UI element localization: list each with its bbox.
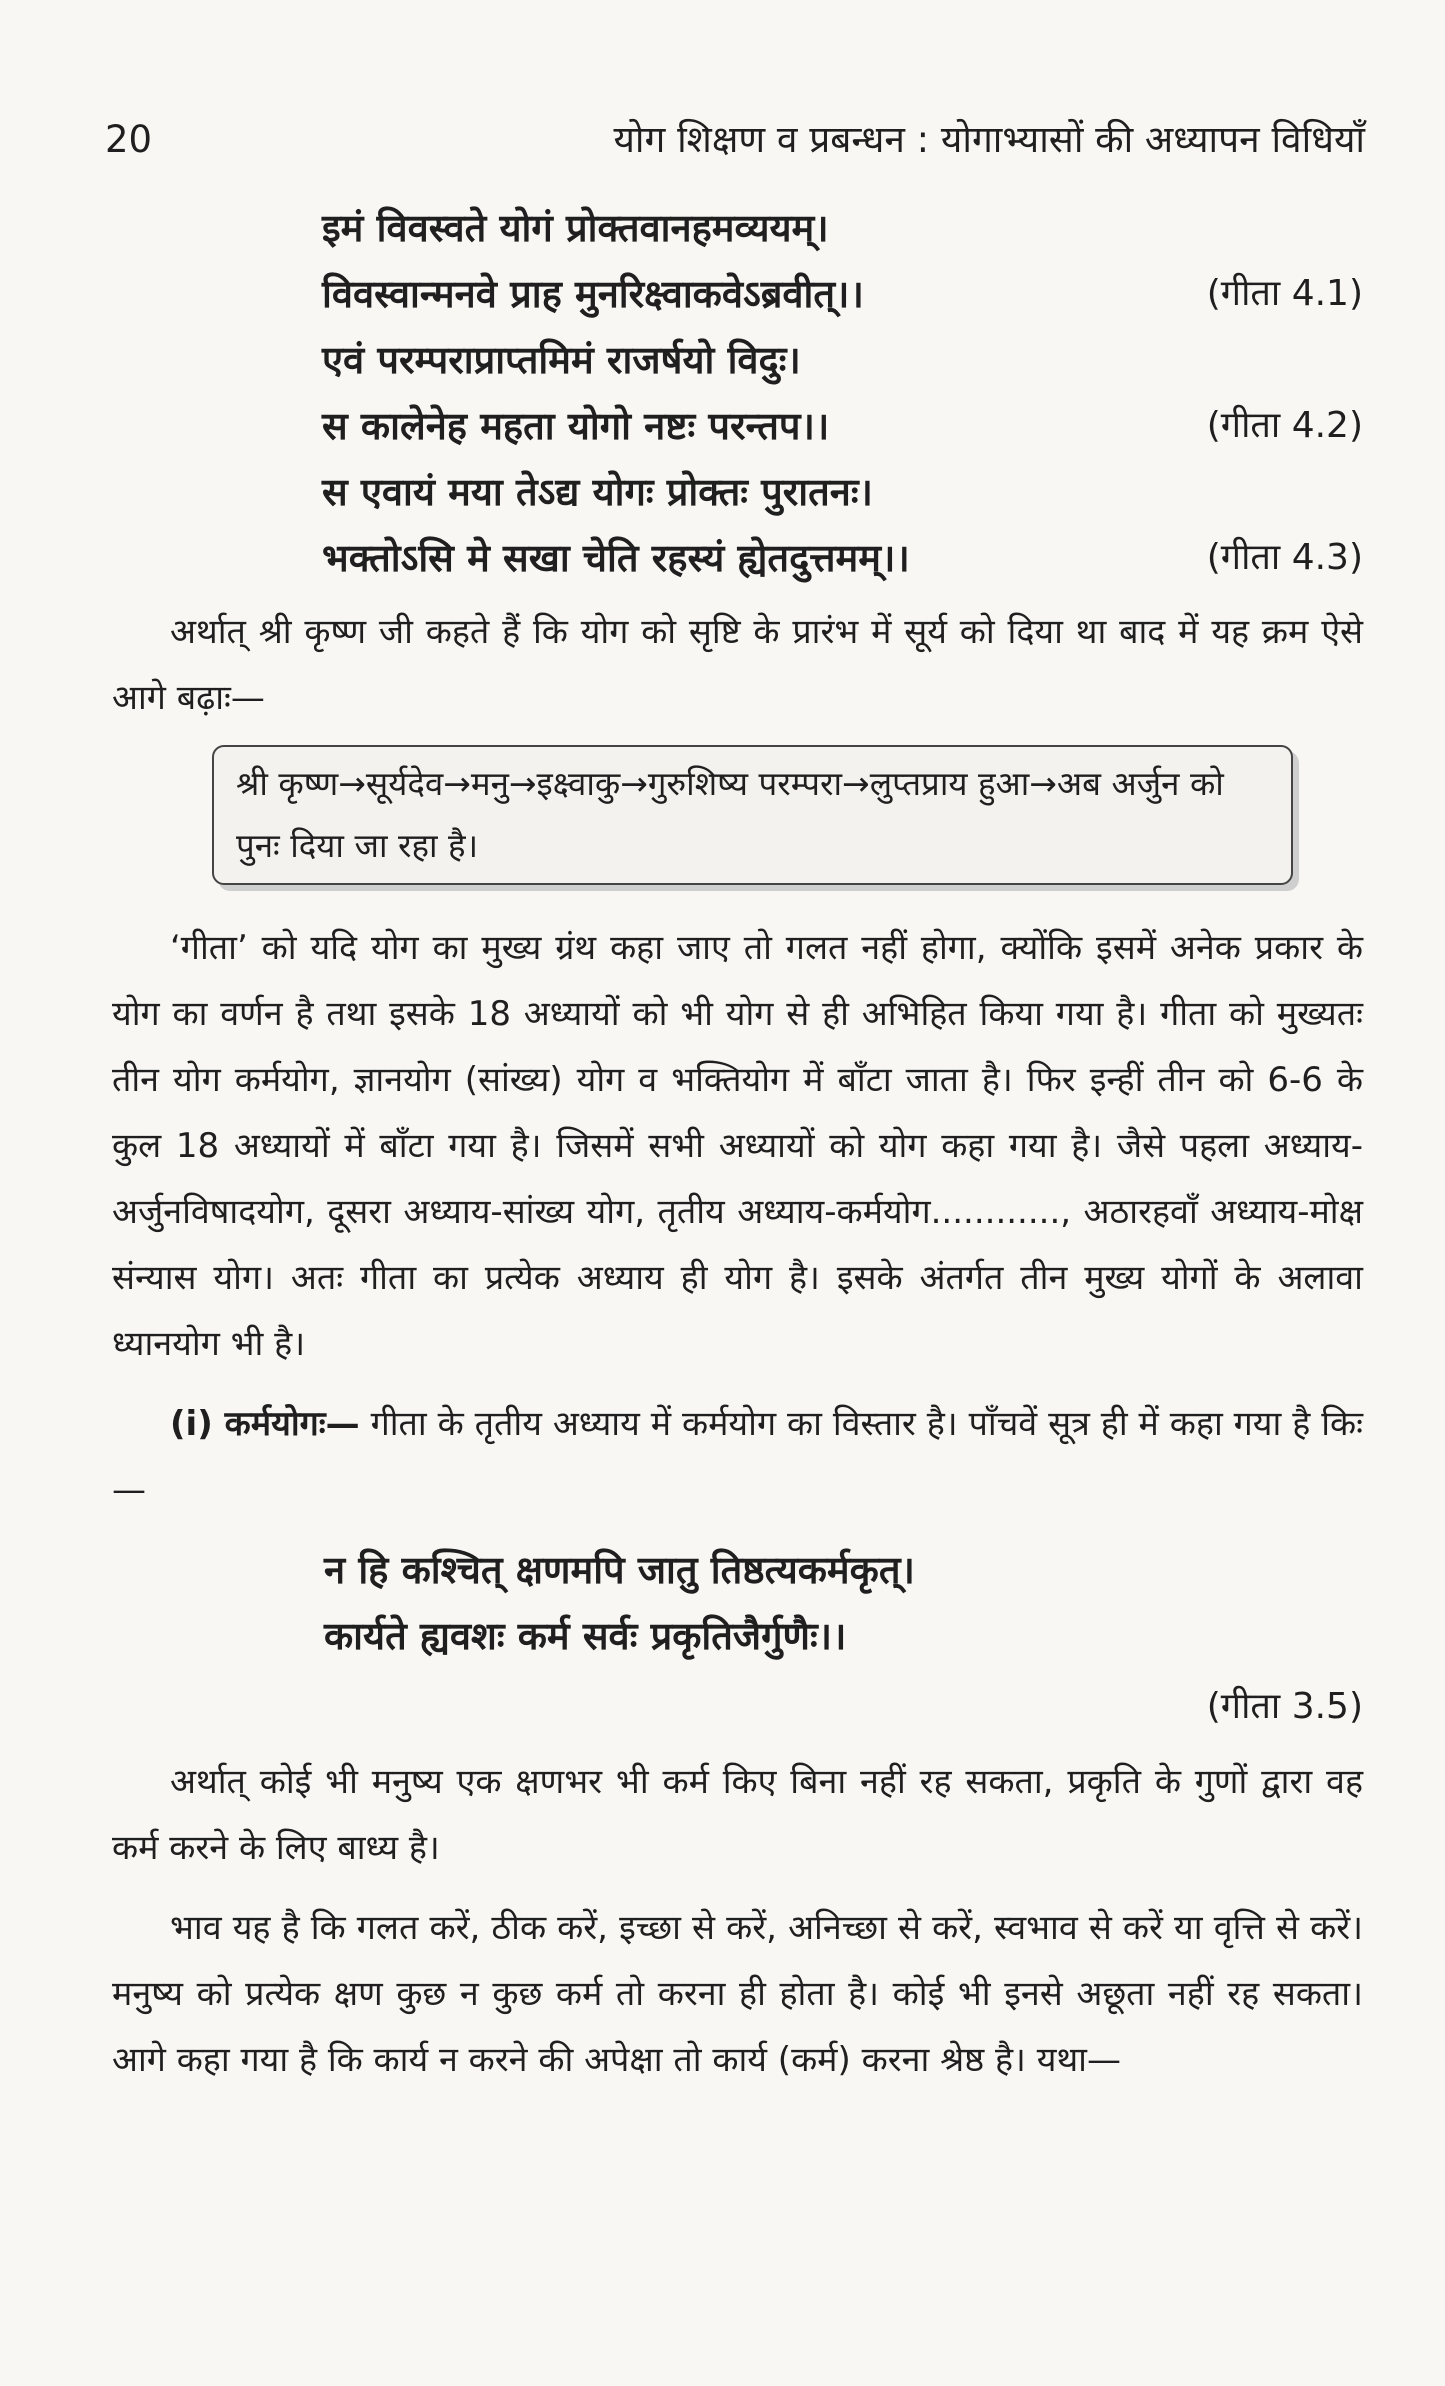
verse-line: भक्तोऽसि मे सखा चेति रहस्यं ह्येतदुत्तमम्।। (गीता 4.3) [112,525,1363,591]
paragraph-meaning: अर्थात् श्री कृष्ण जी कहते हैं कि योग को सृष्टि के प्रारंभ में सूर्य को दिया था बाद में यह क्रम ऐसे आगे बढ़ाः— [112,612,1363,718]
verse-line: स कालेनेह महता योगो नष्टः परन्तप।। (गीता 4.2) [112,393,1363,459]
page-number: 20 [105,118,153,161]
paragraph-meaning-3-5: अर्थात् कोई भी मनुष्य एक क्षणभर भी कर्म किए बिना नहीं रह सकता, प्रकृति के गुणों द्वारा वह कर्म करने के लिए बाध्य है। [112,1762,1363,1868]
verse-block-gita-3 [112,1537,1363,1669]
page-header [105,112,1365,163]
verse-line: न हि कश्चित् क्षणमपि जातु तिष्ठत्यकर्मकृत्। [324,1548,915,1592]
verse-reference: (गीता 4.1) [1206,273,1363,314]
verse-line: स एवायं मया तेऽद्य योगः प्रोक्तः पुरातनः। [322,470,873,514]
verse-line: कार्यते ह्यवशः कर्म सर्वः प्रकृतिजैर्गुणैः।। [324,1614,847,1658]
verse-reference: (गीता 4.3) [1206,537,1363,578]
verse-line: इमं विवस्वते योगं प्रोक्तवानहमव्ययम्। [322,206,829,250]
page-content [112,195,1363,2107]
paragraph-bhav: भाव यह है कि गलत करें, ठीक करें, इच्छा से करें, अनिच्छा से करें, स्वभाव से करें या वृत्ति से करें। मनुष्य को प्रत्येक क्षण कुछ न कुछ कर्म तो करना ही होता है। कोई भी इनसे अछूता नहीं रह सकता। आगे कहा गया है कि कार्य न करने की अपेक्षा तो कार्य (कर्म) करना श्रेष्ठ है। यथा— [112,1908,1363,2080]
verse-reference: (गीता 3.5) [1206,1686,1363,1727]
section-label-karmayoga: (i) कर्मयोगः— [170,1404,360,1444]
running-title: योग शिक्षण व प्रबन्धन : योगाभ्यासों की अध्यापन विधियाँ [613,118,1365,161]
verse-line: विवस्वान्मनवे प्राह मुनरिक्ष्वाकवेऽब्रवीत्।। (गीता 4.1) [112,261,1363,327]
paragraph-gita-yoga: ‘गीता’ को यदि योग का मुख्य ग्रंथ कहा जाए तो गलत नहीं होगा, क्योंकि इसमें अनेक प्रकार के योग का वर्णन है तथा इसके 18 अध्यायों को भी योग से ही अभिहित किया गया है। गीता को मुख्यतः तीन योग कर्मयोग, ज्ञानयोग (सांख्य) योग व भक्तियोग में बाँटा जाता है। फिर इन्हीं तीन को 6-6 के कुल 18 अध्यायों में बाँटा गया है। जिसमें सभी अध्यायों को योग कहा गया है। जैसे पहला अध्याय-अर्जुनविषादयोग, दूसरा अध्याय-सांख्य योग, तृतीय अध्याय-कर्मयोग............, अठारहवाँ अध्याय-मोक्ष संन्यास योग। अतः गीता का प्रत्येक अध्याय ही योग है। इसके अंतर्गत तीन मुख्य योगों के अलावा ध्यानयोग भी है। [112,928,1363,1364]
verse-block-gita-4 [112,195,1363,591]
lineage-flow-box: श्री कृष्ण→सूर्यदेव→मनु→इक्ष्वाकु→गुरुशिष्य परम्परा→लुप्तप्राय हुआ→अब अर्जुन को पुनः दिया जा रहा है। [212,745,1293,885]
verse-line: एवं परम्पराप्राप्तमिमं राजर्षयो विदुः। [322,338,801,382]
paragraph-karmayoga: (i) कर्मयोगः— गीता के तृतीय अध्याय में कर्मयोग का विस्तार है। पाँचवें सूत्र ही में कहा गया है किः— [112,1404,1363,1510]
verse-reference: (गीता 4.2) [1206,405,1363,446]
